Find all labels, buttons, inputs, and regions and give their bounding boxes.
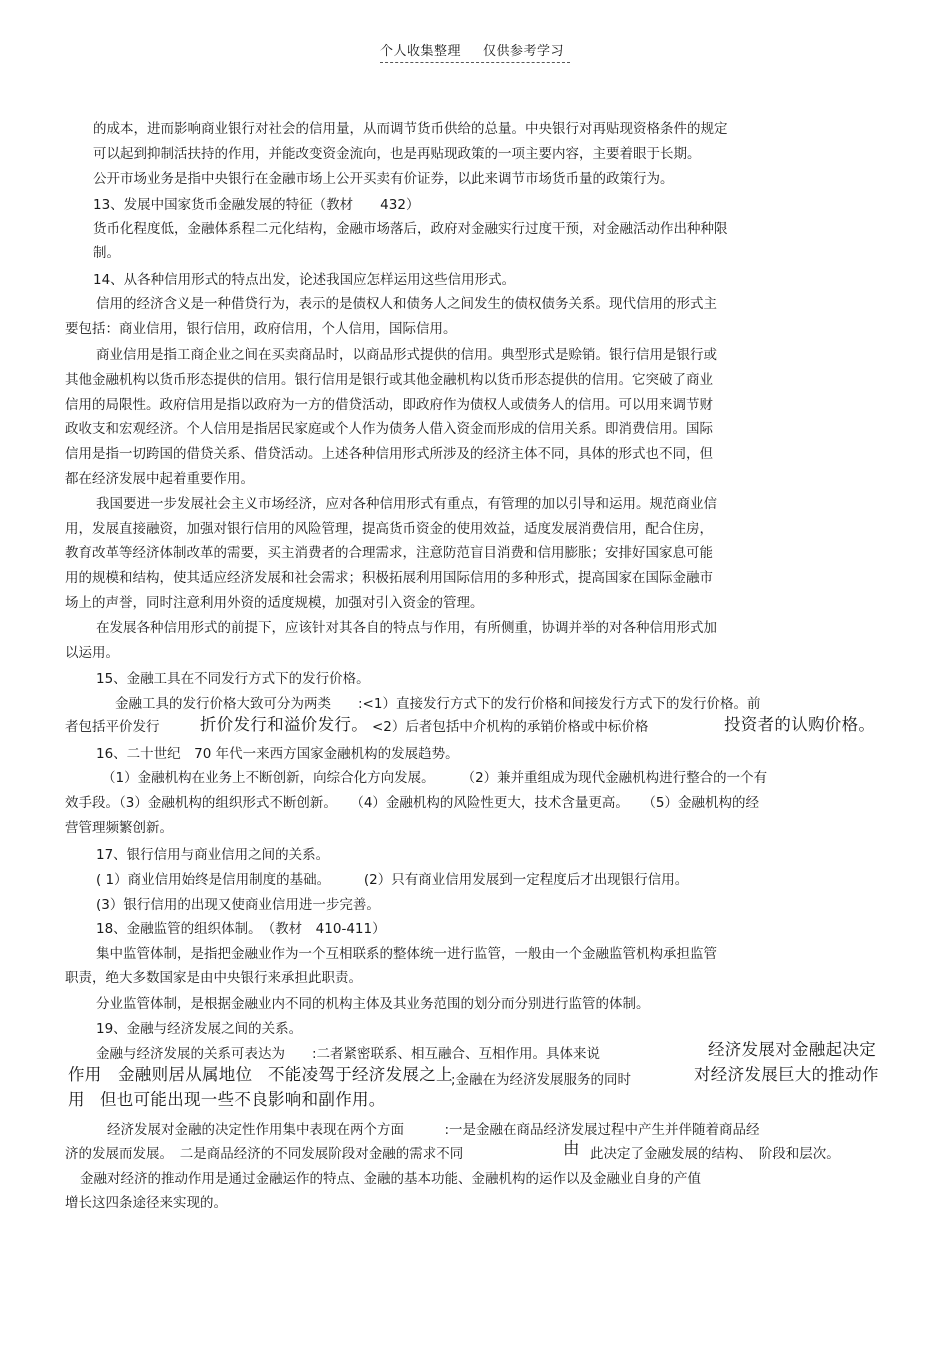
- text-fragment: <2）后者包括中介机构的承销价格或中标价格: [372, 719, 649, 735]
- text-line: 用，发展直接融资，加强对银行信用的风险管理，提高货币资金的使用效益，适度发展消费信用，配合住房，: [65, 521, 713, 537]
- text-fragment: 由: [563, 1139, 580, 1158]
- question-heading: 16、二十世纪 70 年代一来西方国家金融机构的发展趋势。: [96, 746, 459, 762]
- header-left-text: 个人收集整理: [380, 44, 462, 59]
- text-line: 增长这四条途径来实现的。: [65, 1195, 227, 1211]
- text-fragment: 此决定了金融发展的结构、 阶段和层次。: [590, 1146, 840, 1162]
- text-line: 场上的声誉，同时注意利用外资的适度规模，加强对引入资金的管理。: [65, 595, 484, 611]
- header-right-text: 仅供参考学习: [483, 44, 565, 59]
- text-fragment: 者包括平价发行: [65, 719, 160, 735]
- text-line: 在发展各种信用形式的前提下，应该针对其各自的特点与作用，有所侧重，协调并举的对各种信用形式加: [96, 620, 717, 636]
- text-line: 制。: [93, 245, 120, 261]
- text-fragment: 作用: [68, 1065, 102, 1084]
- question-heading: 19、金融与经济发展之间的关系。: [96, 1021, 303, 1037]
- text-line: 要包括：商业信用，银行信用，政府信用，个人信用，国际信用。: [65, 321, 457, 337]
- text-line: 效手段。（3）金融机构的组织形式不断创新。 （4）金融机构的风险性更大，技术含量更高。 （5）金融机构的经: [65, 795, 760, 811]
- text-line: 营管理频繁创新。: [65, 820, 173, 836]
- text-fragment: 不能凌驾于经济发展之上: [268, 1065, 453, 1084]
- text-line: 信用的局限性。政府信用是指以政府为一方的借贷活动，即政府作为债权人或债务人的信用。可以用来调节财: [65, 397, 713, 413]
- question-heading: 15、金融工具在不同发行方式下的发行价格。: [96, 671, 370, 687]
- text-line: 公开市场业务是指中央银行在金融市场上公开买卖有价证券，以此来调节市场货币量的政策行为。: [93, 171, 674, 187]
- text-line: ( 1）商业信用始终是信用制度的基础。 (2）只有商业信用发展到一定程度后才出现银行信用。: [96, 872, 689, 888]
- text-fragment: 对经济发展巨大的推动作: [694, 1065, 879, 1084]
- text-line: 信用是指一切跨国的借贷关系、借贷活动。上述各种信用形式所涉及的经济主体不同，具体的形式也不同，但: [65, 446, 713, 462]
- text-line: 货币化程度低，金融体系程二元化结构，金融市场落后，政府对金融实行过度干预，对金融活动作出种种限: [93, 221, 728, 237]
- text-line: 用的规模和结构，使其适应经济发展和社会需求；积极拓展利用国际信用的多种形式，提高国家在国际金融市: [65, 570, 713, 586]
- text-line: 金融对经济的推动作用是通过金融运作的特点、金融的基本功能、金融机构的运作以及金融业自身的产值: [80, 1171, 701, 1187]
- text-line: （1）金融机构在业务上不断创新，向综合化方向发展。 （2）兼并重组成为现代金融机构进行整合的一个有: [102, 770, 768, 786]
- text-fragment: ;金融在为经济发展服务的同时: [451, 1072, 632, 1088]
- text-line: 的成本，进而影响商业银行对社会的信用量，从而调节货币供给的总量。中央银行对再贴现资格条件的规定: [93, 121, 728, 137]
- text-line: 以运用。: [65, 645, 119, 661]
- text-line: (3）银行信用的出现又使商业信用进一步完善。: [96, 897, 380, 913]
- text-line: 信用的经济含义是一种借贷行为，表示的是债权人和债务人之间发生的债权债务关系。现代信用的形式主: [96, 296, 717, 312]
- text-fragment: 金融与经济发展的关系可表达为 :二者紧密联系、相互融合、互相作用。具体来说: [96, 1046, 601, 1062]
- question-heading: 14、从各种信用形式的特点出发，论述我国应怎样运用这些信用形式。: [93, 272, 516, 288]
- text-fragment: 投资者的认购价格。: [724, 715, 876, 734]
- text-line: 可以起到抑制活扶持的作用，并能改变资金流向，也是再贴现政策的一项主要内容，主要着眼于长期。: [93, 146, 701, 162]
- question-heading: 13、发展中国家货币金融发展的特征（教材 432）: [93, 197, 420, 213]
- text-line: 政收支和宏观经济。个人信用是指居民家庭或个人作为债务人借入资金而形成的信用关系。即消费信用。国际: [65, 421, 713, 437]
- text-line: 教育改革等经济体制改革的需要，买主消费者的合理需求，注意防范盲目消费和信用膨胀；安排好国家息可能: [65, 545, 713, 561]
- text-line: 职责，绝大多数国家是由中央银行来承担此职责。: [65, 970, 362, 986]
- text-line: 经济发展对金融的决定性作用集中表现在两个方面 :一是金融在商品经济发展过程中产生并伴随着商品经: [107, 1122, 760, 1138]
- question-heading: 18、金融监管的组织体制。 （教材 410-411）: [96, 921, 386, 937]
- text-fragment: 用: [68, 1090, 85, 1109]
- text-fragment: 金融则居从属地位: [118, 1065, 253, 1084]
- text-line: 我国要进一步发展社会主义市场经济，应对各种信用形式有重点，有管理的加以引导和运用。规范商业信: [96, 496, 717, 512]
- text-line: 都在经济发展中起着重要作用。: [65, 471, 254, 487]
- text-fragment: 经济发展对金融起决定: [708, 1040, 876, 1059]
- text-line: 商业信用是指工商企业之间在买卖商品时，以商品形式提供的信用。典型形式是赊销。银行信用是银行或: [96, 347, 717, 363]
- text-line: 分业监管体制，是根据金融业内不同的机构主体及其业务范围的划分而分别进行监管的体制。: [96, 996, 650, 1012]
- text-fragment: 但也可能出现一些不良影响和副作用。: [100, 1090, 386, 1109]
- text-fragment: 折价发行和溢价发行。: [200, 715, 368, 734]
- question-heading: 17、银行信用与商业信用之间的关系。: [96, 847, 330, 863]
- text-fragment: 济的发展而发展。 二是商品经济的不同发展阶段对金融的需求不同: [65, 1146, 464, 1162]
- text-line: 其他金融机构以货币形态提供的信用。银行信用是银行或其他金融机构以货币形态提供的信用。它突破了商业: [65, 372, 713, 388]
- text-line: 集中监管体制，是指把金融业作为一个互相联系的整体统一进行监管，一般由一个金融监管机构承担监管: [96, 946, 717, 962]
- page-header: [380, 40, 570, 63]
- text-line: 金融工具的发行价格大致可分为两类 :<1）直接发行方式下的发行价格和间接发行方式下的发行价格。前: [115, 696, 761, 712]
